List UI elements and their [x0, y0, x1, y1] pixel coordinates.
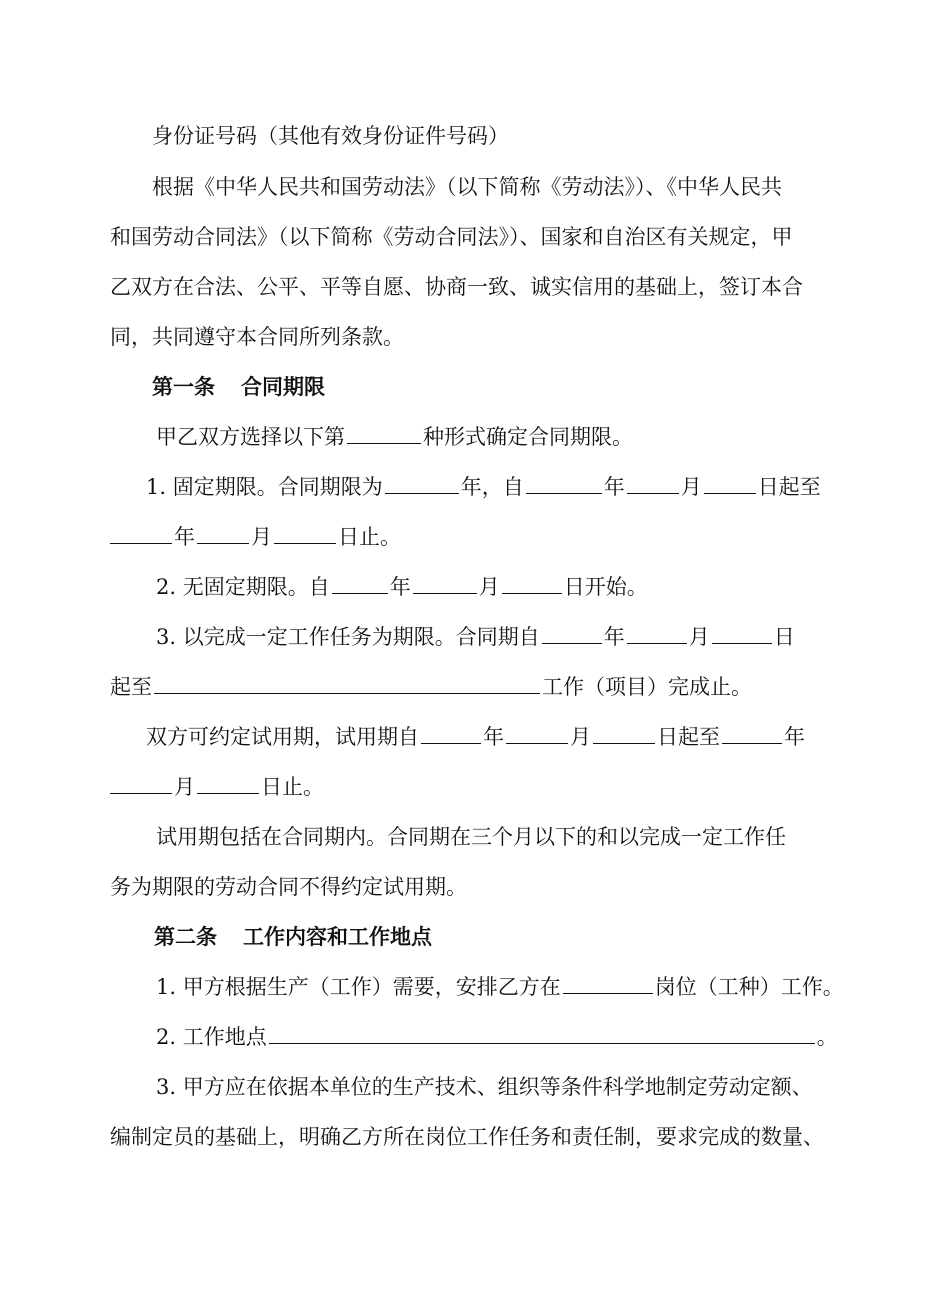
article-2-heading [154, 922, 432, 952]
work-location-line: 2. 工作地点 。 [156, 1025, 838, 1049]
paragraph-basis-line-3: 乙双方在合法、公平、平等自愿、协商一致、诚实信用的基础上，签订本合 [110, 275, 803, 299]
fixed-end-month-blank[interactable] [197, 523, 249, 544]
probation-line: 双方可约定试用期，试用期自 年 月 日起至 年 [146, 725, 805, 749]
task-term-line: 3. 以完成一定工作任务为期限。合同期自 年 月 日 [156, 625, 795, 649]
probation-end-line: 月 日止。 [108, 772, 324, 802]
term-form-blank[interactable] [347, 423, 421, 444]
article-2-title: 工作内容和工作地点 [243, 924, 432, 949]
quota-line-2: 编制定员的基础上，明确乙方所在岗位工作任务和责任制，要求完成的数量、 [110, 1125, 824, 1149]
job-position-line: 1. 甲方根据生产（工作）需要，安排乙方在 岗位（工种）工作。 [156, 975, 844, 999]
probation-end-year-blank[interactable] [722, 723, 782, 744]
paragraph-basis-line-4: 同，共同遵守本合同所列条款。 [110, 325, 404, 349]
term-form-line: 甲乙双方选择以下第 种形式确定合同期限。 [156, 425, 633, 449]
fixed-end-year-blank[interactable] [110, 523, 172, 544]
quota-line-1: 3. 甲方应在依据本单位的生产技术、组织等条件科学地制定劳动定额、 [156, 1075, 813, 1099]
task-term-end-line: 起至 工作（项目）完成止。 [110, 675, 752, 699]
article-2-number: 第二条 [154, 924, 217, 949]
fixed-term-years-blank[interactable] [385, 473, 459, 494]
task-start-month-blank[interactable] [627, 623, 687, 644]
job-position-blank[interactable] [563, 973, 653, 994]
work-location-blank[interactable] [269, 1023, 815, 1044]
article-1-title: 合同期限 [241, 374, 325, 399]
open-start-year-blank[interactable] [332, 573, 388, 594]
probation-end-day-blank[interactable] [197, 773, 259, 794]
fixed-start-day-blank[interactable] [704, 473, 756, 494]
probation-start-month-blank[interactable] [506, 723, 568, 744]
article-1-number: 第一条 [152, 374, 215, 399]
fixed-term-line: 1. 固定期限。合同期限为 年，自 年 月 日起至 [146, 475, 821, 499]
id-number-line: 身份证号码（其他有效身份证件号码） [152, 124, 509, 148]
task-project-blank[interactable] [154, 673, 540, 694]
open-term-line: 2. 无固定期限。自 年 月 日开始。 [156, 575, 648, 599]
task-start-year-blank[interactable] [542, 623, 602, 644]
paragraph-basis-line-2: 和国劳动合同法》（以下简称《劳动合同法》）、国家和自治区有关规定，甲 [110, 225, 793, 249]
task-start-day-blank[interactable] [712, 623, 772, 644]
open-start-day-blank[interactable] [502, 573, 562, 594]
probation-note-line-2: 务为期限的劳动合同不得约定试用期。 [110, 875, 467, 899]
fixed-term-end-line: 年 月 日止。 [108, 522, 401, 552]
article-1-heading [152, 372, 325, 402]
fixed-start-month-blank[interactable] [627, 473, 679, 494]
fixed-end-day-blank[interactable] [274, 523, 336, 544]
probation-start-year-blank[interactable] [421, 723, 481, 744]
fixed-start-year-blank[interactable] [526, 473, 602, 494]
open-start-month-blank[interactable] [413, 573, 477, 594]
probation-start-day-blank[interactable] [593, 723, 655, 744]
paragraph-basis-line-1: 根据《中华人民共和国劳动法》（以下简称《劳动法》）、《中华人民共 [152, 175, 782, 199]
probation-end-month-blank[interactable] [110, 773, 172, 794]
probation-note-line-1: 试用期包括在合同期内。合同期在三个月以下的和以完成一定工作任 [156, 825, 786, 849]
